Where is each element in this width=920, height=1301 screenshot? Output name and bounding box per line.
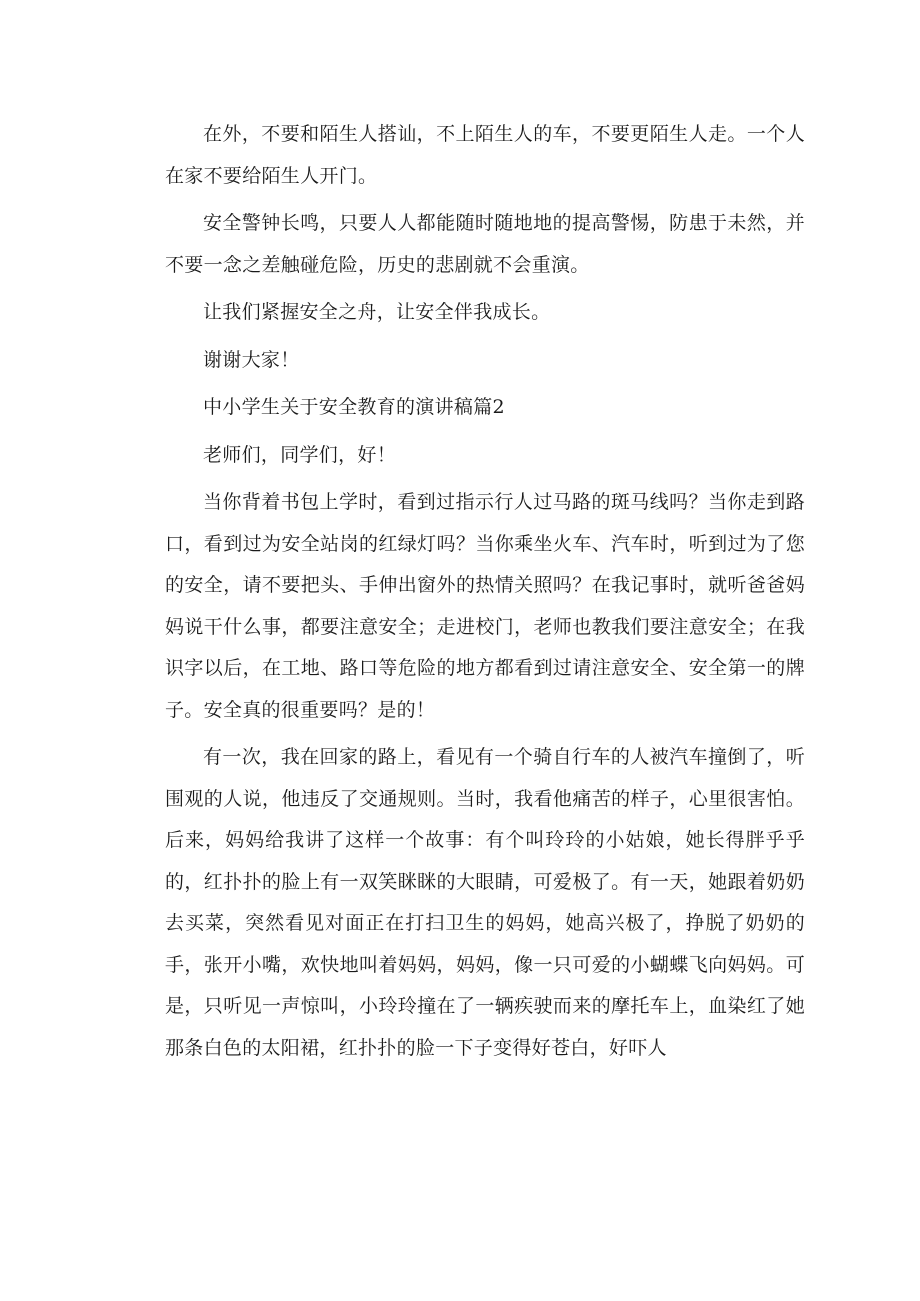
paragraph-school-bag: 当你背着书包上学时，看到过指示行人过马路的斑马线吗？当你走到路口，看到过为安全站岗的红绿灯吗？当你乘坐火车、汽车时，听到过为了您的安全，请不要把头、手伸出窗外的热情关照吗？在我记事时，就听爸爸妈妈说干什么事，都要注意安全；走进校门，老师也教我们要注意安全；在我识字以后，在工地、路口等危险的地方都看到过请注意安全、安全第一的牌子。安全真的很重要吗？是的！ bbox=[165, 491, 805, 721]
document-body bbox=[165, 114, 805, 1069]
paragraph-safety-alarm: 安全警钟长鸣，只要人人都能随时随地地的提高警惕，防患于未然，并不要一念之差触碰危险，历史的悲剧就不会重演。 bbox=[165, 212, 805, 276]
section-heading: 中小学生关于安全教育的演讲稿篇2 bbox=[203, 396, 505, 418]
paragraph-stranger-safety: 在外，不要和陌生人搭讪，不上陌生人的车，不要更陌生人走。一个人在家不要给陌生人开门。 bbox=[165, 123, 805, 187]
paragraph-story: 有一次，我在回家的路上，看见有一个骑自行车的人被汽车撞倒了，听围观的人说，他违反了交通规则。当时，我看他痛苦的样子，心里很害怕。后来，妈妈给我讲了这样一个故事：有个叫玲玲的小姑娘，她长得胖乎乎的，红扑扑的脸上有一双笑眯眯的大眼睛，可爱极了。有一天，她跟着奶奶去买菜，突然看见对面正在打扫卫生的妈妈，她高兴极了，挣脱了奶奶的手，张开小嘴，欢快地叫着妈妈，妈妈，像一只可爱的小蝴蝶飞向妈妈。可是，只听见一声惊叫，小玲玲撞在了一辆疾驶而来的摩托车上，血染红了她那条白色的太阳裙，红扑扑的脸一下子变得好苍白，好吓人 bbox=[165, 746, 805, 1059]
paragraph-safety-boat: 让我们紧握安全之舟，让安全伴我成长。 bbox=[203, 301, 551, 323]
paragraph-greeting: 老师们，同学们，好！ bbox=[203, 443, 397, 466]
paragraph-thanks: 谢谢大家！ bbox=[203, 348, 300, 371]
